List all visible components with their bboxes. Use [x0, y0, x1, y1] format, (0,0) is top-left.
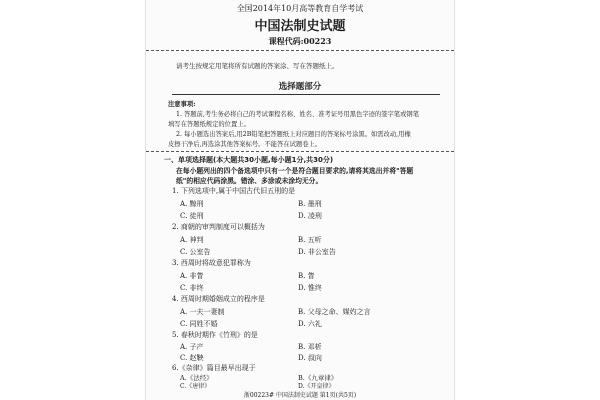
option-c: C. 公室告	[180, 248, 211, 256]
option-d: D.《开皇律》	[298, 383, 335, 390]
option-d: D. 凌刑	[298, 212, 322, 220]
note-line: 填写在答题纸规定的位置上。	[168, 121, 250, 128]
dashed-divider	[146, 151, 454, 152]
option-b: B. 父母之命、媒妁之言	[298, 308, 371, 316]
notes-label: 注意事项:	[168, 101, 196, 108]
option-b: B. 墨刑	[298, 200, 322, 208]
option-c: C. 徒刑	[180, 212, 204, 220]
exam-header: 全国2014年10月高等教育自学考试	[236, 4, 364, 13]
option-b: B. 五听	[298, 236, 322, 244]
option-d: D. 叔向	[298, 354, 322, 362]
course-code: 课程代码:00223	[268, 36, 332, 46]
section-title: 选择题部分	[278, 82, 322, 92]
option-a: A. 一夫一妻制	[180, 308, 225, 316]
option-b: B.《九章律》	[298, 374, 338, 382]
option-a: A. 神判	[180, 236, 204, 244]
dashed-divider	[146, 50, 454, 51]
part1-desc: 在每小题列出的四个备选项中只有一个是符合题目要求的,请将其选出并将"答题	[176, 167, 414, 175]
section-rule	[172, 94, 440, 95]
question-stem: 5. 春秋时期作《竹刑》的是	[172, 331, 258, 339]
option-d: D. 非公室告	[298, 248, 336, 256]
part1-desc: 纸"的相应代码涂黑。错涂、多涂或未涂均无分。	[176, 177, 323, 185]
option-c: C.《唐律》	[180, 383, 211, 390]
question-stem: 3. 西周时将故意犯罪称为	[172, 259, 251, 267]
exam-title: 中国法制史试题	[254, 19, 346, 34]
question-stem: 4. 西周时期婚姻成立的程序是	[172, 295, 265, 303]
option-b: B. 邓析	[298, 343, 322, 351]
option-d: D. 六礼	[298, 320, 322, 328]
question-stem: 1. 下列选项中,属于中国古代旧五刑的是	[172, 187, 296, 195]
question-stem: 2. 商朝的审判制度可以概括为	[172, 223, 265, 231]
part1-heading: 一、单项选择题(本大题共30小题,每小题1分,共30分)	[164, 156, 334, 164]
note-line: 1. 答题前,考生务必将自己的考试课程名称、姓名、准考证号用黑色字迹的签字笔或钢笔	[176, 111, 419, 118]
note-line: 2. 每小题选出答案后,用2B铅笔把答题纸上对应题目的答案标号涂黑。如需改动,用橡	[176, 131, 411, 138]
option-a: A. 黥刑	[180, 200, 204, 208]
option-d: D. 惟终	[298, 284, 322, 292]
option-c: C. 非终	[180, 284, 204, 292]
option-c: C. 同姓不婚	[180, 320, 218, 328]
option-b: B. 眚	[298, 272, 315, 280]
instruction-text: 请考生按规定用笔将所有试题的答案涂、写在答题纸上。	[176, 62, 339, 70]
option-a: A. 子产	[180, 343, 204, 351]
question-stem: 6.《杂律》篇目最早出现于	[172, 364, 256, 372]
option-a: A.《法经》	[180, 374, 213, 382]
exam-page	[146, 0, 454, 400]
option-c: C. 赵鞅	[180, 354, 204, 362]
option-a: A. 非眚	[180, 272, 204, 280]
page-footer: 浙00223# 中国法制史试题 第1页(共5页)	[243, 392, 357, 399]
note-line: 皮擦干净后,再选涂其他答案标号。不能答在试题卷上。	[168, 141, 322, 148]
